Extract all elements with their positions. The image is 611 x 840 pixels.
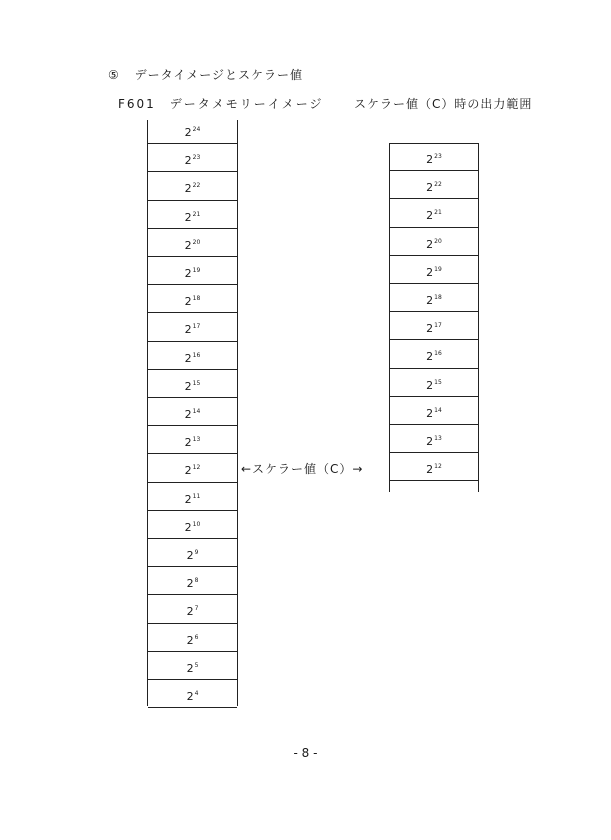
base-value: 2	[426, 209, 434, 223]
data-memory-cell	[148, 511, 237, 539]
data-memory-cell	[148, 454, 237, 482]
base-value: 2	[186, 661, 194, 675]
exponent-value: 21	[434, 209, 442, 217]
exponent-value: 13	[192, 436, 201, 444]
data-memory-cell	[148, 595, 237, 623]
base-value: 2	[426, 237, 434, 251]
data-memory-cell	[148, 483, 237, 511]
exponent-value: 17	[192, 323, 201, 331]
exponent-value: 15	[434, 378, 442, 386]
data-memory-cell	[148, 426, 237, 454]
data-memory-cell	[148, 229, 237, 257]
data-memory-table	[147, 120, 238, 706]
base-value: 2	[184, 351, 192, 365]
output-range-cell	[390, 397, 478, 425]
output-range-table	[389, 143, 479, 492]
exponent-value: 11	[192, 492, 201, 500]
data-memory-cell	[148, 567, 237, 595]
output-range-cell	[390, 199, 478, 227]
exponent-value: 16	[434, 350, 442, 358]
exponent-value: 20	[192, 238, 201, 246]
exponent-value: 7	[194, 605, 199, 613]
section-title: データイメージとスケラー値	[134, 68, 303, 82]
output-range-cell	[390, 425, 478, 453]
exponent-value: 22	[192, 182, 201, 190]
base-value: 2	[426, 294, 434, 307]
section-heading	[108, 66, 303, 83]
base-value: 2	[184, 126, 192, 139]
base-value: 2	[184, 520, 192, 534]
output-range-cell	[390, 256, 478, 284]
base-value: 2	[184, 379, 192, 393]
exponent-value: 14	[434, 406, 442, 414]
base-value: 2	[426, 378, 434, 392]
exponent-value: 23	[434, 153, 442, 160]
output-range-cell	[390, 228, 478, 256]
base-value: 2	[186, 690, 194, 703]
output-range-cell	[390, 369, 478, 397]
base-value: 2	[184, 182, 192, 196]
exponent-value: 19	[192, 267, 201, 274]
exponent-value: 22	[434, 181, 442, 189]
base-value: 2	[184, 436, 192, 450]
output-range-cell	[390, 453, 478, 481]
exponent-value: 14	[192, 408, 201, 415]
base-value: 2	[186, 549, 194, 562]
exponent-value: 8	[194, 577, 199, 585]
exponent-value: 21	[192, 210, 201, 218]
exponent-value: 12	[192, 464, 201, 472]
exponent-value: 18	[434, 294, 442, 301]
exponent-value: 18	[192, 295, 201, 303]
exponent-value: 6	[194, 633, 199, 641]
output-range-cell	[390, 284, 478, 312]
exponent-value: 17	[434, 322, 442, 330]
page-number: - 8 -	[293, 746, 318, 760]
data-memory-cell	[148, 116, 237, 144]
data-memory-cell	[148, 342, 237, 370]
base-value: 2	[184, 267, 192, 280]
output-range-cell	[390, 143, 478, 171]
output-range-cell	[390, 171, 478, 199]
base-value: 2	[184, 238, 192, 252]
data-memory-cell	[148, 398, 237, 426]
output-range-cell	[390, 340, 478, 368]
data-memory-cell	[148, 201, 237, 229]
data-memory-cell	[148, 285, 237, 313]
exponent-value: 15	[192, 379, 201, 387]
data-memory-cell	[148, 313, 237, 341]
data-memory-caption: F601 データメモリーイメージ	[118, 97, 324, 111]
data-memory-cell	[148, 539, 237, 567]
base-value: 2	[184, 295, 192, 309]
exponent-value: 23	[192, 154, 201, 162]
exponent-value: 5	[194, 661, 199, 669]
data-memory-cell	[148, 370, 237, 398]
exponent-value: 10	[192, 520, 201, 528]
base-value: 2	[426, 406, 434, 420]
exponent-value: 9	[194, 549, 199, 556]
base-value: 2	[426, 435, 434, 448]
exponent-value: 24	[192, 126, 201, 133]
base-value: 2	[184, 210, 192, 224]
base-value: 2	[184, 464, 192, 478]
base-value: 2	[426, 322, 434, 336]
exponent-value: 4	[194, 690, 199, 697]
exponent-value: 13	[434, 435, 442, 442]
base-value: 2	[186, 577, 194, 591]
base-value: 2	[426, 181, 434, 195]
base-value: 2	[186, 633, 194, 647]
exponent-value: 12	[434, 463, 442, 471]
exponent-value: 20	[434, 237, 442, 245]
output-range-cell	[390, 312, 478, 340]
data-memory-cell	[148, 257, 237, 285]
data-memory-cell	[148, 680, 237, 708]
data-memory-cell	[148, 172, 237, 200]
output-range-caption: スケラー値（C）時の出力範囲	[354, 97, 533, 111]
section-number: ⑤	[108, 68, 120, 82]
exponent-value: 19	[434, 265, 442, 273]
exponent-value: 16	[192, 351, 201, 359]
base-value: 2	[426, 350, 434, 364]
data-memory-cell	[148, 652, 237, 680]
data-memory-cell	[148, 624, 237, 652]
base-value: 2	[426, 265, 434, 279]
data-memory-cell	[148, 144, 237, 172]
base-value: 2	[184, 154, 192, 168]
base-value: 2	[426, 463, 434, 477]
base-value: 2	[426, 153, 434, 166]
base-value: 2	[184, 408, 192, 421]
base-value: 2	[184, 492, 192, 506]
base-value: 2	[186, 605, 194, 619]
base-value: 2	[184, 323, 192, 337]
scaler-pointer: ←スケラー値（C）→	[241, 462, 364, 476]
